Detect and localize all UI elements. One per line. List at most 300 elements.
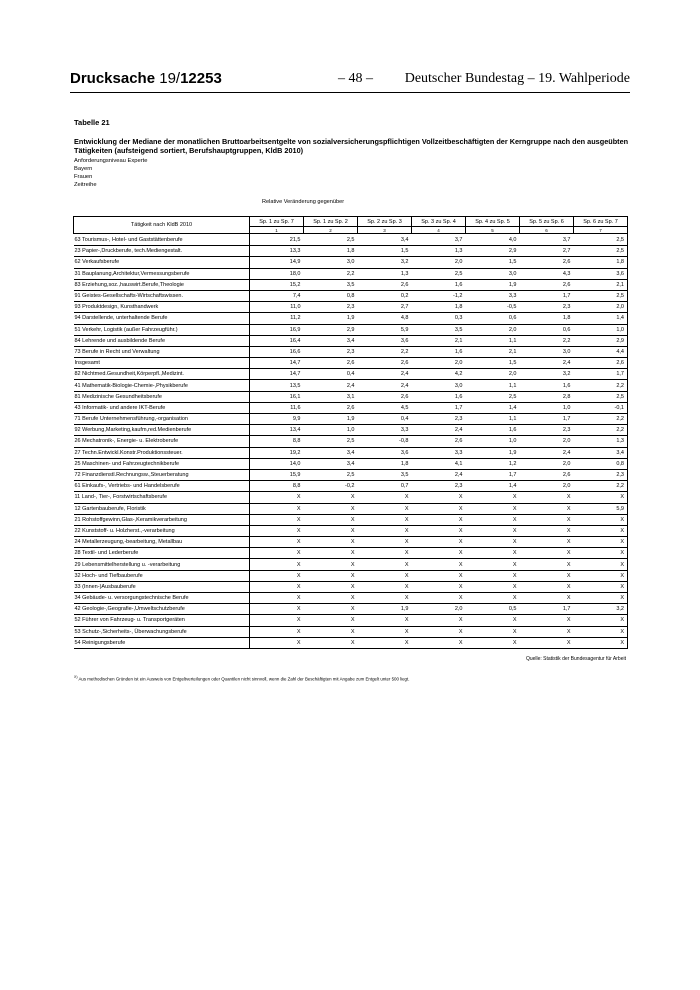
row-value: 1,0 <box>466 436 520 447</box>
row-value: X <box>574 581 628 592</box>
row-value: 3,0 <box>304 257 358 268</box>
row-occupation: 21 Rohstoffgewinn,Glas-,Keramikverarbeitung <box>74 514 250 525</box>
row-occupation: 23 Papier-,Druckberufe, tech.Mediengestalt. <box>74 246 250 257</box>
row-value: 0,2 <box>358 290 412 301</box>
table-row <box>74 290 628 301</box>
row-value: X <box>466 525 520 536</box>
table-title: Entwicklung der Mediane der monatlichen Bruttoarbeitsentgelte von sozialversicherungspflichtigen Vollzeitbeschäftigten der Kerngruppe nach den ausgeübten Tätigkeiten (aufsteigend sortiert, Berufshauptgruppen, KldB 2010) <box>74 137 629 155</box>
row-value: 5,9 <box>358 324 412 335</box>
row-occupation: Insgesamt <box>74 358 250 369</box>
row-value: X <box>466 537 520 548</box>
row-value: 2,9 <box>304 324 358 335</box>
row-value: 2,6 <box>358 279 412 290</box>
row-value: X <box>412 492 466 503</box>
column-number: 6 <box>520 227 574 234</box>
row-value: X <box>250 492 304 503</box>
meta-line: Zeitreihe <box>74 182 97 188</box>
row-value: 2,6 <box>358 358 412 369</box>
row-value: X <box>250 537 304 548</box>
row-value: X <box>412 581 466 592</box>
row-value: 1,7 <box>412 402 466 413</box>
row-value: 2,3 <box>520 302 574 313</box>
row-value: X <box>520 525 574 536</box>
row-value: 1,1 <box>466 335 520 346</box>
row-occupation: 24 Metallerzeugung,-bearbeitung, Metallbau <box>74 537 250 548</box>
row-value: 1,6 <box>520 380 574 391</box>
row-value: 4,2 <box>412 369 466 380</box>
row-value: X <box>358 537 412 548</box>
row-value: X <box>304 559 358 570</box>
table-number: Tabelle 21 <box>74 118 110 127</box>
column-number: 7 <box>574 227 628 234</box>
row-occupation: 43 Informatik- und andere IKT-Berufe <box>74 402 250 413</box>
row-value: 1,3 <box>574 436 628 447</box>
row-occupation: 61 Einkaufs-, Vertriebs- und Handelsberufe <box>74 481 250 492</box>
row-value: 13,3 <box>250 246 304 257</box>
row-value: 2,2 <box>574 481 628 492</box>
row-value: X <box>250 615 304 626</box>
row-occupation: 33 (Innen-)Ausbauberufe <box>74 581 250 592</box>
row-occupation: 42 Geologie-,Geografie-,Umweltschutzberufe <box>74 604 250 615</box>
drucksache-prefix: Drucksache <box>70 70 156 87</box>
table-row <box>74 234 628 246</box>
row-value: 2,0 <box>412 604 466 615</box>
row-value: 1,8 <box>520 313 574 324</box>
table-row <box>74 604 628 615</box>
row-value: 2,7 <box>358 302 412 313</box>
row-value: 13,4 <box>250 425 304 436</box>
row-value: X <box>520 615 574 626</box>
row-value: X <box>574 537 628 548</box>
row-value: X <box>304 615 358 626</box>
row-value: X <box>304 503 358 514</box>
row-value: 2,1 <box>466 346 520 357</box>
row-value: X <box>358 637 412 648</box>
row-value: 16,6 <box>250 346 304 357</box>
column-header: Sp. 1 zu Sp. 7 <box>250 217 304 227</box>
table-row <box>74 346 628 357</box>
row-value: 3,1 <box>304 391 358 402</box>
row-value: 3,4 <box>304 335 358 346</box>
row-value: 2,1 <box>574 279 628 290</box>
column-number: 3 <box>358 227 412 234</box>
footnote-mark: X) <box>74 675 78 679</box>
footnote <box>74 675 409 681</box>
row-value: X <box>412 559 466 570</box>
row-occupation: 52 Führer von Fahrzeug- u. Transportgeräten <box>74 615 250 626</box>
relative-change-heading: Relative Veränderung gegenüber <box>262 199 345 205</box>
row-value: X <box>250 514 304 525</box>
row-value: 2,7 <box>520 246 574 257</box>
row-value: 2,5 <box>466 391 520 402</box>
row-value: 18,0 <box>250 268 304 279</box>
row-value: X <box>412 615 466 626</box>
row-value: X <box>250 503 304 514</box>
row-value: 2,0 <box>466 369 520 380</box>
row-value: 2,3 <box>412 481 466 492</box>
footnote-text: Aus methodischen Gründen ist ein Ausweis von Entgeltverteilungen oder Quantilen nicht sinnvoll, wenn die Zahl der Beschäftigten mit Angabe zum Entgelt unter 500 liegt. <box>77 676 410 682</box>
row-value: X <box>304 637 358 648</box>
row-value: X <box>466 514 520 525</box>
table-row <box>74 257 628 268</box>
row-value: X <box>520 537 574 548</box>
table-body <box>74 234 628 649</box>
table-row <box>74 335 628 346</box>
row-value: X <box>412 626 466 637</box>
row-occupation: 28 Textil- und Lederberufe <box>74 548 250 559</box>
row-value: 1,6 <box>412 346 466 357</box>
row-value: 1,5 <box>466 257 520 268</box>
row-value: X <box>466 503 520 514</box>
row-value: X <box>304 626 358 637</box>
row-value: 3,2 <box>358 257 412 268</box>
row-occupation: 84 Lehrende und ausbildende Berufe <box>74 335 250 346</box>
row-value: 3,2 <box>574 604 628 615</box>
row-value: 2,6 <box>574 358 628 369</box>
column-header: Sp. 6 zu Sp. 7 <box>574 217 628 227</box>
page-header <box>70 68 630 93</box>
row-occupation: 92 Werbung,Marketing,kaufm,red.Medienberufe <box>74 425 250 436</box>
row-value: X <box>304 492 358 503</box>
table-row <box>74 570 628 581</box>
table-row <box>74 414 628 425</box>
row-value: X <box>466 492 520 503</box>
row-value: X <box>358 492 412 503</box>
row-value: 2,5 <box>412 268 466 279</box>
row-value: 2,8 <box>520 391 574 402</box>
row-value: X <box>358 593 412 604</box>
row-value: X <box>250 570 304 581</box>
row-value: 1,6 <box>466 425 520 436</box>
row-value: 2,4 <box>358 380 412 391</box>
row-value: 3,0 <box>412 380 466 391</box>
row-value: X <box>412 570 466 581</box>
row-value: 2,4 <box>358 369 412 380</box>
table-row <box>74 246 628 257</box>
row-value: 1,8 <box>358 458 412 469</box>
row-value: X <box>520 581 574 592</box>
row-value: 1,9 <box>466 279 520 290</box>
table-row <box>74 425 628 436</box>
row-value: 11,0 <box>250 302 304 313</box>
row-value: 9,9 <box>250 414 304 425</box>
row-value: 2,2 <box>574 380 628 391</box>
table-row <box>74 402 628 413</box>
row-value: 11,6 <box>250 402 304 413</box>
row-value: X <box>250 548 304 559</box>
row-value: 2,5 <box>304 436 358 447</box>
table-row <box>74 615 628 626</box>
row-value: 2,4 <box>520 358 574 369</box>
row-value: X <box>358 615 412 626</box>
row-value: X <box>574 559 628 570</box>
row-value: 2,3 <box>304 302 358 313</box>
row-value: 3,6 <box>574 268 628 279</box>
row-occupation: 41 Mathematik-Biologie-Chemie-,Physikberufe <box>74 380 250 391</box>
row-value: 2,2 <box>520 335 574 346</box>
row-value: X <box>304 537 358 548</box>
row-value: X <box>250 604 304 615</box>
table-meta <box>74 157 147 189</box>
row-value: X <box>250 637 304 648</box>
row-value: X <box>304 604 358 615</box>
row-value: 2,2 <box>574 414 628 425</box>
row-value: X <box>574 637 628 648</box>
row-value: 2,4 <box>304 380 358 391</box>
row-value: 3,5 <box>358 469 412 480</box>
row-value: 14,7 <box>250 358 304 369</box>
row-value: 16,9 <box>250 324 304 335</box>
row-value: X <box>304 514 358 525</box>
table-row <box>74 469 628 480</box>
row-value: 0,5 <box>466 604 520 615</box>
row-value: 1,1 <box>466 380 520 391</box>
row-value: 1,5 <box>466 358 520 369</box>
row-value: 1,2 <box>466 458 520 469</box>
table-row <box>74 436 628 447</box>
row-value: 0,3 <box>412 313 466 324</box>
row-value: 0,4 <box>304 369 358 380</box>
row-value: 0,4 <box>358 414 412 425</box>
row-value: X <box>520 593 574 604</box>
row-value: -0,2 <box>304 481 358 492</box>
row-value: 2,9 <box>466 246 520 257</box>
row-value: 1,7 <box>520 290 574 301</box>
table-row <box>74 593 628 604</box>
row-value: 2,5 <box>574 234 628 246</box>
row-value: 2,2 <box>304 268 358 279</box>
row-value: X <box>358 581 412 592</box>
row-value: 16,1 <box>250 391 304 402</box>
row-value: 8,8 <box>250 436 304 447</box>
meta-line: Bayern <box>74 166 93 172</box>
row-value: X <box>466 548 520 559</box>
row-value: X <box>520 492 574 503</box>
row-value: 3,3 <box>466 290 520 301</box>
row-value: 1,6 <box>412 279 466 290</box>
row-occupation: 32 Hoch- und Tiefbauberufe <box>74 570 250 581</box>
row-value: X <box>520 503 574 514</box>
row-value: 3,4 <box>304 458 358 469</box>
drucksache-label <box>70 70 222 87</box>
row-value: -0,1 <box>574 402 628 413</box>
row-value: 1,7 <box>574 369 628 380</box>
row-value: X <box>574 492 628 503</box>
row-value: 3,4 <box>304 447 358 458</box>
row-value: 3,6 <box>358 447 412 458</box>
row-occupation: 12 Gartenbauberufe, Floristik <box>74 503 250 514</box>
row-value: X <box>466 581 520 592</box>
row-value: X <box>304 581 358 592</box>
row-value: 1,3 <box>412 246 466 257</box>
row-value: 19,2 <box>250 447 304 458</box>
row-occupation: 81 Medizinische Gesundheitsberufe <box>74 391 250 402</box>
table-row <box>74 380 628 391</box>
row-value: 3,5 <box>304 279 358 290</box>
row-value: 1,4 <box>466 481 520 492</box>
row-value: X <box>466 593 520 604</box>
column-number: 1 <box>250 227 304 234</box>
row-value: 1,8 <box>412 302 466 313</box>
row-value: 4,1 <box>412 458 466 469</box>
row-value: X <box>466 637 520 648</box>
row-value: 4,0 <box>466 234 520 246</box>
institution: Deutscher Bundestag – 19. Wahlperiode <box>404 71 630 86</box>
table-row <box>74 581 628 592</box>
row-value: 1,9 <box>304 414 358 425</box>
row-occupation: 73 Berufe in Recht und Verwaltung <box>74 346 250 357</box>
row-value: 2,0 <box>412 358 466 369</box>
row-occupation: 62 Verkaufsberufe <box>74 257 250 268</box>
row-occupation: 63 Tourismus-, Hotel- und Gaststättenberufe <box>74 234 250 246</box>
table-row <box>74 548 628 559</box>
row-value: 2,4 <box>412 469 466 480</box>
row-value: 21,5 <box>250 234 304 246</box>
row-occupation: 26 Mechatronik-, Energie- u. Elektroberufe <box>74 436 250 447</box>
column-header-job: Tätigkeit nach KldB 2010 <box>74 217 250 234</box>
row-value: 2,6 <box>520 469 574 480</box>
row-value: X <box>358 525 412 536</box>
row-value: X <box>574 525 628 536</box>
row-value: 15,2 <box>250 279 304 290</box>
row-value: 4,4 <box>574 346 628 357</box>
row-value: 1,1 <box>466 414 520 425</box>
row-value: X <box>466 559 520 570</box>
row-value: 2,6 <box>412 436 466 447</box>
table-row <box>74 525 628 536</box>
row-value: 2,1 <box>412 335 466 346</box>
row-value: X <box>412 525 466 536</box>
row-value: 2,0 <box>520 481 574 492</box>
row-occupation: 34 Gebäude- u. versorgungstechnische Berufe <box>74 593 250 604</box>
table-row <box>74 369 628 380</box>
row-value: 0,8 <box>574 458 628 469</box>
row-value: X <box>358 559 412 570</box>
row-value: X <box>304 525 358 536</box>
row-value: 2,4 <box>520 447 574 458</box>
row-value: X <box>574 548 628 559</box>
table-row <box>74 503 628 514</box>
table-row <box>74 447 628 458</box>
column-number: 5 <box>466 227 520 234</box>
row-value: 1,5 <box>358 246 412 257</box>
row-occupation: 93 Produktdesign, Kunsthandwerk <box>74 302 250 313</box>
table-row <box>74 391 628 402</box>
row-value: 2,3 <box>520 425 574 436</box>
row-occupation: 27 Techn.Entwickl.Konstr.Produktionssteuer. <box>74 447 250 458</box>
row-value: -1,2 <box>412 290 466 301</box>
row-value: X <box>574 593 628 604</box>
row-value: 0,6 <box>520 324 574 335</box>
row-value: X <box>304 570 358 581</box>
row-value: X <box>358 514 412 525</box>
row-value: 1,7 <box>520 604 574 615</box>
row-value: 2,5 <box>574 391 628 402</box>
row-occupation: 94 Darstellende, unterhaltende Berufe <box>74 313 250 324</box>
row-value: X <box>250 525 304 536</box>
table-row <box>74 492 628 503</box>
row-value: X <box>412 503 466 514</box>
row-value: X <box>304 593 358 604</box>
row-value: 14,7 <box>250 369 304 380</box>
row-value: X <box>358 503 412 514</box>
row-value: 11,2 <box>250 313 304 324</box>
row-value: 2,0 <box>520 436 574 447</box>
row-value: 13,5 <box>250 380 304 391</box>
row-value: 8,8 <box>250 481 304 492</box>
row-value: 1,9 <box>304 313 358 324</box>
row-value: -0,5 <box>466 302 520 313</box>
row-value: X <box>466 615 520 626</box>
column-header: Sp. 3 zu Sp. 4 <box>412 217 466 227</box>
row-value: 3,7 <box>520 234 574 246</box>
row-value: 2,4 <box>412 425 466 436</box>
column-header: Sp. 4 zu Sp. 5 <box>466 217 520 227</box>
row-value: X <box>574 570 628 581</box>
table-row <box>74 481 628 492</box>
row-value: 1,0 <box>520 402 574 413</box>
row-value: 3,4 <box>358 234 412 246</box>
source-note: Quelle: Statistik der Bundesagentur für Arbeit <box>525 656 626 662</box>
row-value: 1,9 <box>466 447 520 458</box>
row-value: 5,9 <box>574 503 628 514</box>
row-value: 2,6 <box>358 391 412 402</box>
meta-line: Frauen <box>74 174 93 180</box>
row-value: X <box>358 626 412 637</box>
column-header: Sp. 5 zu Sp. 6 <box>520 217 574 227</box>
row-value: 3,6 <box>358 335 412 346</box>
table-row <box>74 514 628 525</box>
table-row <box>74 279 628 290</box>
column-number: 2 <box>304 227 358 234</box>
row-occupation: 31 Bauplanung,Architektur,Vermessungsberufe <box>74 268 250 279</box>
row-value: 2,2 <box>574 425 628 436</box>
row-value: 0,6 <box>466 313 520 324</box>
column-number: 4 <box>412 227 466 234</box>
row-value: 2,6 <box>520 257 574 268</box>
row-occupation: 83 Erziehung,soz.,hauswirt.Berufe,Theologie <box>74 279 250 290</box>
row-value: 1,8 <box>574 257 628 268</box>
row-value: 3,3 <box>358 425 412 436</box>
row-value: 2,5 <box>574 290 628 301</box>
page-number: – 48 – <box>338 71 373 86</box>
table-row <box>74 313 628 324</box>
row-value: 2,6 <box>304 358 358 369</box>
row-value: X <box>520 559 574 570</box>
row-occupation: 71 Berufe Unternehmensführung,-organisation <box>74 414 250 425</box>
row-value: 2,0 <box>520 458 574 469</box>
row-occupation: 54 Reinigungsberufe <box>74 637 250 648</box>
table-row <box>74 637 628 648</box>
row-value: 2,6 <box>520 279 574 290</box>
row-occupation: 53 Schutz-,Sicherheits-, Überwachungsberufe <box>74 626 250 637</box>
table-row <box>74 537 628 548</box>
row-value: X <box>574 626 628 637</box>
row-value: X <box>412 637 466 648</box>
table-row <box>74 358 628 369</box>
row-value: X <box>358 570 412 581</box>
row-value: 2,0 <box>466 324 520 335</box>
row-value: 3,3 <box>412 447 466 458</box>
row-value: X <box>412 514 466 525</box>
row-value: X <box>250 593 304 604</box>
row-value: 14,0 <box>250 458 304 469</box>
row-value: 1,7 <box>466 469 520 480</box>
row-occupation: 82 Nichtmed.Gesundheit,Körperpfl.,Medizint. <box>74 369 250 380</box>
row-value: X <box>250 626 304 637</box>
row-value: X <box>412 548 466 559</box>
row-value: X <box>520 514 574 525</box>
